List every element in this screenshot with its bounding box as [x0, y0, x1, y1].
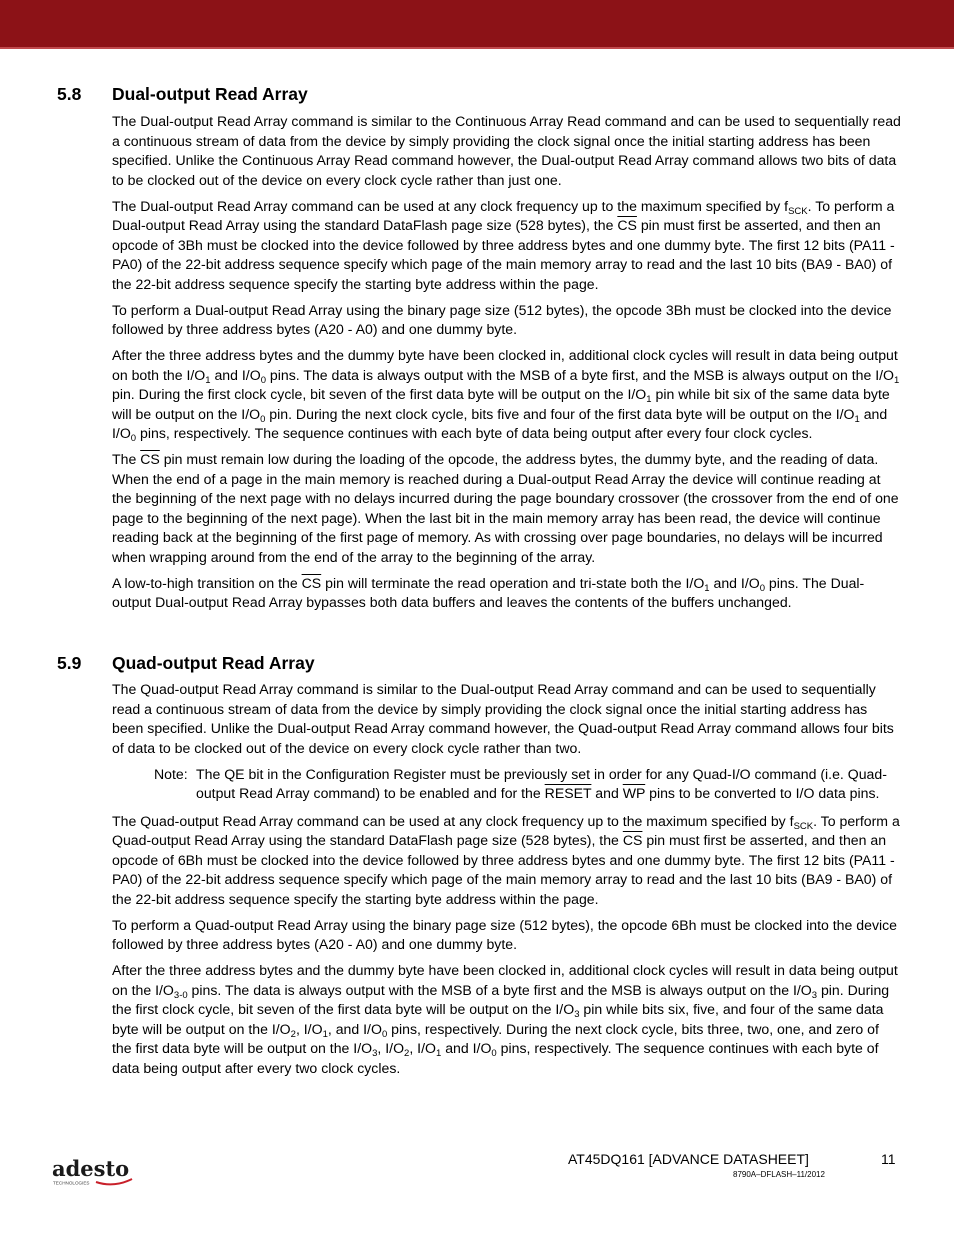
- text-run: pins, respectively. The sequence continues with each byte of data being output after every two clock cycles.: [112, 1040, 879, 1076]
- subscript: 1: [322, 1028, 328, 1040]
- text-run: pins, respectively. The sequence continues with each byte of data being output after every four clock cycles.: [136, 425, 813, 441]
- page-number: 11: [881, 1151, 896, 1167]
- subscript: 0: [381, 1028, 388, 1040]
- active-low-signal: $\overline{CS}$: [301, 574, 322, 591]
- paragraph: [112, 916, 902, 955]
- subscript: 1: [854, 413, 860, 425]
- text-run: pin must first be asserted, and then an opcode of 6Bh must be clocked into the device followed by three address bytes and one dummy byte. The first 12 bits (PA11 - PA0) of the 22-bit address sequence specify which page of the main memory array to read and the last 10 bits (BA9 - BA0) of the 22-bit address sequence specify the starting byte address within the page.: [112, 832, 895, 907]
- active-low-signal: $\overline{CS}$: [140, 451, 160, 467]
- note-label: Note:: [154, 765, 188, 782]
- paragraph: [112, 112, 902, 190]
- header-rule: [0, 47, 954, 49]
- section-number: 5.9: [57, 653, 82, 673]
- section-heading-5-8: [57, 84, 308, 105]
- paragraph: [112, 450, 902, 567]
- text-run: . To perform a Quad-output Read Array using the standard DataFlash page size (528 bytes), the: [112, 812, 900, 848]
- text-run: After the three address bytes and the dummy byte have been clocked in, additional clock cycles will result in data being output on both the I/O: [112, 347, 898, 383]
- subscript: 0: [130, 433, 137, 444]
- text-run: pin while bits six, five, and four of the same data byte will be output on the I/O: [112, 1001, 884, 1037]
- subscript: 2: [404, 1048, 410, 1059]
- paragraph: [112, 346, 902, 444]
- note: [154, 765, 902, 804]
- subscript: 0: [260, 413, 266, 425]
- footer-doc-code: 8790A–DFLASH–11/2012: [733, 1170, 825, 1179]
- text-run: The: [112, 451, 141, 467]
- text-run: pin. During the first clock cycle, bit seven of the first data byte will be output on the I/O: [112, 386, 647, 402]
- subscript: 3-0: [173, 989, 188, 1001]
- section-heading-5-9: [57, 653, 315, 674]
- text-run: , and I/O: [327, 1020, 382, 1037]
- active-low-signal: RESET: [544, 785, 592, 801]
- text-run: pin. During the next clock cycle, bits five and four of the first data byte will be output on the I/O: [265, 405, 855, 422]
- text-run: The Quad-output Read Array command can be used at any clock frequency up to the maximum specified by f: [112, 812, 794, 829]
- subscript: 1: [435, 1048, 442, 1059]
- paragraph: [112, 812, 902, 910]
- text-run: . To perform a Dual-output Read Array using the standard DataFlash page size (528 bytes), the: [112, 197, 895, 233]
- logo-subtitle: TECHNOLOGIES: [53, 1180, 90, 1186]
- subscript: 1: [704, 582, 710, 594]
- text-run: After the three address bytes and the dummy byte have been clocked in, additional clock cycles will result in data being output on the I/O: [112, 962, 898, 998]
- text-run: The Dual-output Read Array command can be used at any clock frequency up to the maximum specified by f: [112, 197, 789, 214]
- paragraph: [112, 680, 902, 758]
- subscript: 1: [205, 374, 211, 386]
- paragraph: [112, 197, 902, 295]
- text-run: pins. The Dual-output Dual-output Read Array bypasses both data buffers and leaves the contents of the buffers unchanged.: [112, 574, 865, 610]
- logo-wordmark: adesto: [52, 1156, 130, 1181]
- active-low-signal: $\overline{CS}$: [622, 832, 643, 848]
- paragraph: [112, 301, 902, 340]
- text-run: To perform a Dual-output Read Array using the binary page size (512 bytes), the opcode 3Bh must be clocked into the device followed by three address bytes (A20 - A0) and one dummy byte.: [112, 301, 892, 337]
- section-5-8-body: [112, 112, 902, 619]
- subscript: 3: [372, 1048, 378, 1059]
- text-run: pins, respectively. During the next clock cycle, bits three, two, one, and zero of the first data byte will be output on the I/O: [112, 1020, 879, 1056]
- subscript: 0: [260, 374, 266, 386]
- section-5-9-body: [112, 680, 902, 1085]
- text-run: A low-to-high transition on the: [112, 574, 302, 591]
- text-run: pins. The data is always output with the MSB of a byte first, and the MSB is always output on the I/O: [265, 366, 895, 383]
- paragraph: [112, 961, 902, 1078]
- text-run: pin must first be asserted, and then an opcode of 3Bh must be clocked into the device followed by three address bytes and one dummy byte. The first 12 bits (PA11 - PA0) of the 22-bit address sequence specify which page of the main memory array to read and the last 10 bits (BA9 - BA0) of the 22-bit address sequence specify the starting byte address within the page.: [112, 217, 895, 292]
- subscript: 1: [894, 374, 900, 386]
- text-run: pin. During the first clock cycle, bit seven of the first data byte will be output on the I/O: [112, 981, 890, 1017]
- section-number: 5.8: [57, 84, 82, 104]
- header-bar: [0, 0, 954, 47]
- text-run: pin while bit six of the same data byte will be output on the I/O: [112, 386, 890, 422]
- paragraph: [112, 574, 902, 613]
- subscript: 0: [759, 582, 766, 594]
- text-run: The QE bit in the Configuration Register must be previously set in order for any Quad-I/O command (i.e. Quad-output Read Array command) to be enabled and for the: [196, 765, 887, 801]
- text-run: pins. The data is always output with the MSB of a byte first and the MSB is always output on the I/O: [187, 981, 812, 998]
- text-run: and I/O: [210, 366, 261, 383]
- text-run: pins to be converted to I/O data pins.: [645, 785, 880, 801]
- section-title: Quad-output Read Array: [112, 653, 315, 673]
- text-run: To perform a Quad-output Read Array using the binary page size (512 bytes), the opcode 6Bh must be clocked into the device followed by three address bytes (A20 - A0) and one dummy byte.: [112, 916, 898, 952]
- subscript: SCK: [793, 820, 814, 832]
- subscript: 1: [646, 394, 652, 405]
- text-run: and I/O: [709, 574, 760, 591]
- text-run: pin will terminate the read operation and tri-state both the I/O: [321, 574, 705, 591]
- text-run: and I/O: [441, 1040, 492, 1056]
- active-low-signal: $\overline{CS}$: [617, 217, 637, 233]
- section-title: Dual-output Read Array: [112, 84, 308, 104]
- text-run: and: [591, 785, 623, 801]
- text-run: and I/O: [112, 405, 888, 441]
- subscript: 2: [290, 1028, 296, 1040]
- text-run: The Quad-output Read Array command is similar to the Dual-output Read Array command and can be used to sequentially read a continuous stream of data from the device by simply providing the clock signal once the initial starting address has been specified. Unlike the Dual-output Read Array command however, the Quad-output Read Array command allows four bits of data to be clocked out of the device on every clock cycle rather than two.: [112, 681, 894, 756]
- subscript: 3: [811, 989, 818, 1001]
- active-low-signal: $\overline{WP}$: [622, 785, 646, 801]
- subscript: 3: [574, 1009, 580, 1020]
- note-text: [196, 765, 902, 804]
- text-run: The Dual-output Read Array command is similar to the Continuous Array Read command and can be used to sequentially read a continuous stream of data from the device by simply providing the clock signal once the initial starting address has been specified. Unlike the Continuous Array Read command however, the Dual-output Read Array command allows two bits of data to be clocked out of the device on every clock cycle rather than just one.: [112, 113, 901, 188]
- text-run: pin must remain low during the loading of the opcode, the address bytes, the dummy byte, and the reading of data. When the end of a page in the main memory is reached during a Dual-output Read Array the device will continue reading at the beginning of the next page with no delays incurred during the page boundary crossover (the crossover from the end of one page to the beginning of the next page). When the last bit in the main memory array has been read, the device will continue reading back at the beginning of the first page of memory. As with crossing over page boundaries, no delays will be incurred when wrapping around from the end of the array to the beginning of the array.: [112, 451, 899, 565]
- text-run: , I/O: [377, 1040, 405, 1056]
- text-run: , I/O: [409, 1040, 436, 1056]
- adesto-logo: [52, 1155, 136, 1187]
- subscript: 0: [491, 1048, 497, 1059]
- footer-doc-title: AT45DQ161 [ADVANCE DATASHEET]: [568, 1151, 809, 1167]
- subscript: SCK: [788, 205, 808, 217]
- text-run: , I/O: [295, 1020, 323, 1037]
